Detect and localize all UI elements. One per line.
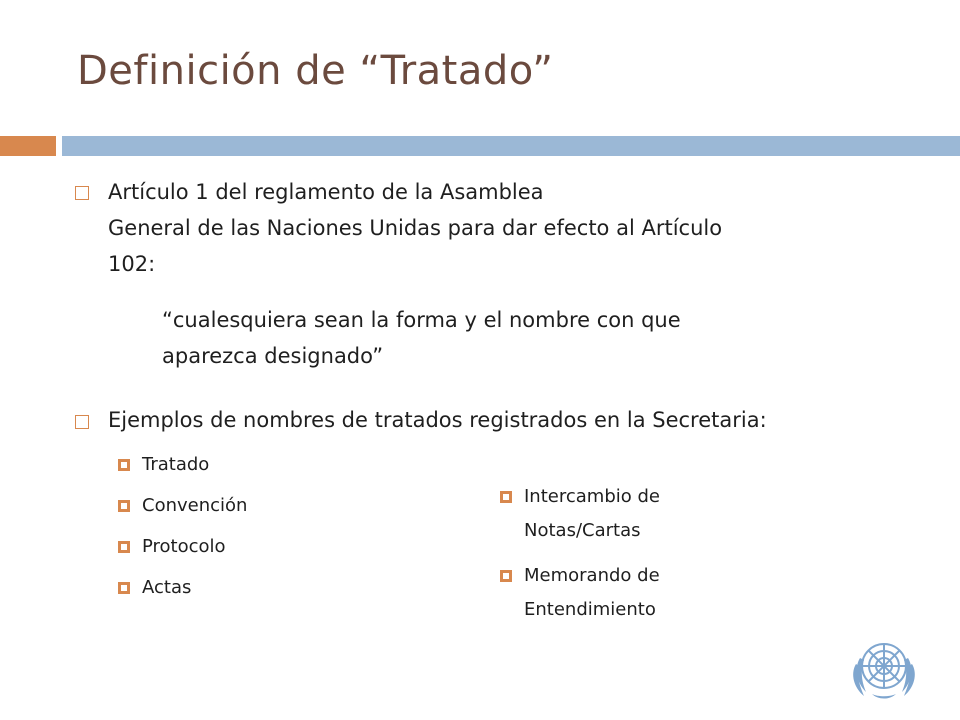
sub-bullet-icon [500, 570, 512, 582]
sub-bullet-icon [118, 582, 130, 594]
example-item: Tratado [142, 454, 210, 475]
bullet-examples-text: Ejemplos de nombres de tratados registrados en la Secretaria: [108, 408, 767, 432]
example-item-line: Intercambio de [524, 486, 660, 507]
example-item-line: Notas/Cartas [524, 520, 641, 541]
slide-title: Definición de “Tratado” [77, 48, 554, 94]
example-item-line: Memorando de [524, 565, 660, 586]
definition-quote-line: “cualesquiera sean la forma y el nombre con que [162, 308, 681, 332]
bullet-square-icon [75, 415, 89, 429]
definition-quote [162, 302, 681, 374]
sub-bullet-icon [500, 491, 512, 503]
example-item [524, 480, 660, 548]
bullet-square-icon [75, 186, 89, 200]
sub-bullet-icon [118, 459, 130, 471]
sub-bullet-icon [118, 541, 130, 553]
bullet-article-line: 102: [108, 252, 156, 276]
example-item: Protocolo [142, 536, 226, 557]
bullet-article-text [108, 174, 722, 282]
bullet-article-line: General de las Naciones Unidas para dar efecto al Artículo [108, 216, 723, 240]
sub-bullet-icon [118, 500, 130, 512]
bullet-article-line: Artículo 1 del reglamento de la Asamblea [108, 180, 544, 204]
example-item: Actas [142, 577, 192, 598]
example-item [524, 559, 660, 627]
example-item-line: Entendimiento [524, 599, 656, 620]
example-item: Convención [142, 495, 248, 516]
definition-quote-line: aparezca designado” [162, 344, 384, 368]
title-accent-bar [0, 136, 56, 156]
un-emblem-icon [846, 630, 922, 706]
title-underline-bar [62, 136, 960, 156]
